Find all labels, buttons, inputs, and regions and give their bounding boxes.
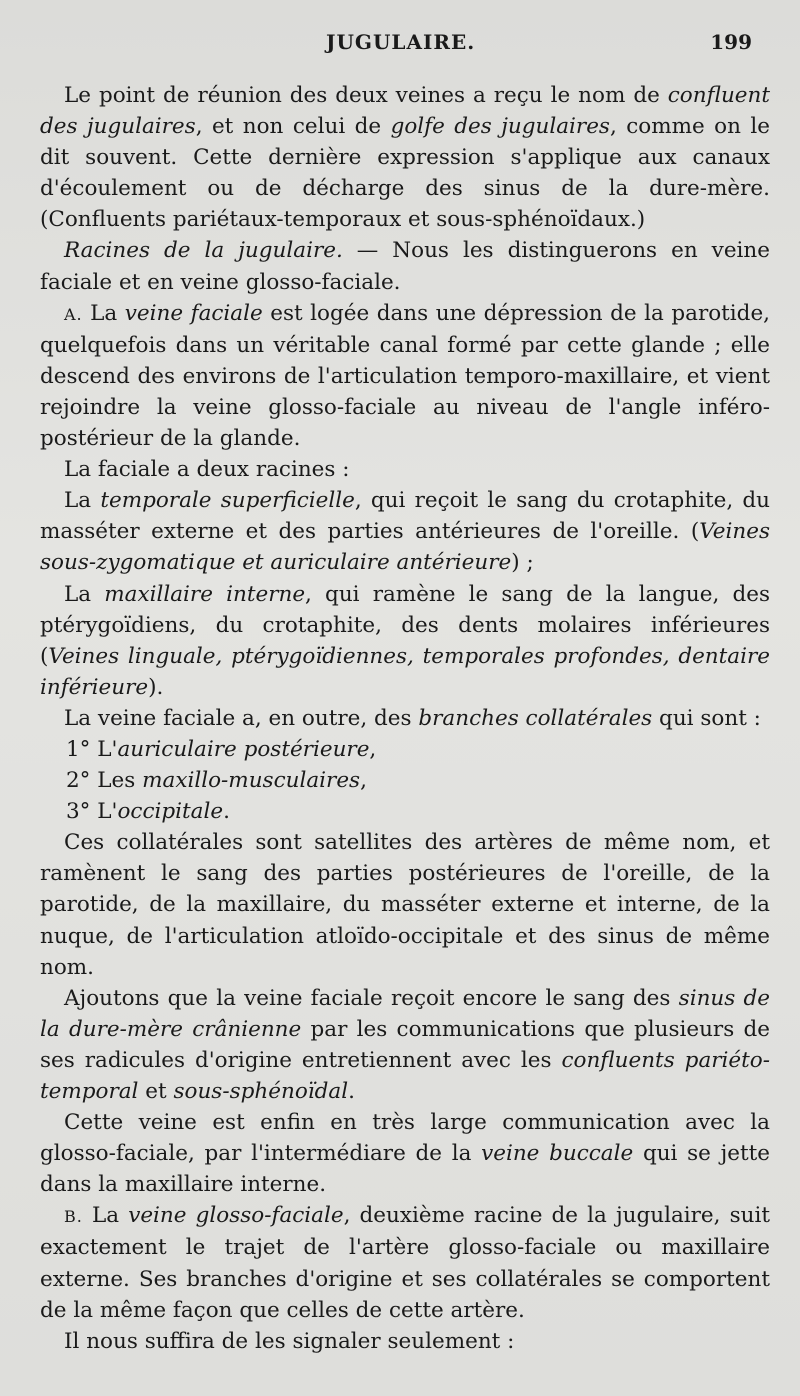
italic-term: confluent des jugulaires — [40, 83, 770, 140]
paragraph-veine-faciale — [40, 298, 770, 454]
text-run: , qui reçoit le sang du crotaphite, du masséter externe et des parties antérieures de l'oreille. ( — [40, 488, 770, 545]
text-run: , comme on le dit souvent. Cette dernière expression s'applique aux canaux d'écoulement ou de décharge des sinus de la dure-mère. (Confluents pariétaux-temporaux et sous-sphénoïdaux.) — [40, 114, 770, 233]
text-run: La — [82, 300, 125, 326]
text-run: L' — [97, 736, 118, 762]
section-heading: Racines de la jugulaire. — [64, 238, 343, 264]
list-number: 2° — [66, 768, 98, 794]
italic-term: golfe des jugulaires — [390, 114, 610, 140]
text-run: qui se jette dans la maxillaire interne. — [40, 1141, 770, 1198]
text-run: — Nous les distinguerons en veine faciale et en veine glosso-faciale. — [40, 238, 770, 295]
text-run: et — [138, 1079, 174, 1104]
text-run: par les communications que plusieurs de ses radicules d'origine entretiennent avec les — [40, 1016, 770, 1073]
text-run: ). — [148, 674, 164, 700]
italic-term: veine faciale — [124, 300, 263, 326]
italic-term: maxillaire interne — [104, 581, 306, 607]
italic-term: confluents pariéto-temporal — [40, 1047, 770, 1104]
text-run: La — [82, 1203, 129, 1229]
section-marker: A. — [64, 304, 83, 324]
text-run: est logée dans une dépression de la parotide, quelquefois dans un véritable canal formé par cette glande ; elle descend des environs de l'articulation temporo-maxillaire, et vient rejoindre la veine glosso-faciale au niveau de l'angle inféro-postérieur de la glande. — [40, 300, 770, 452]
paragraph-sinus — [40, 983, 770, 1107]
italic-term: maxillo-musculaires — [142, 768, 361, 794]
text-run: L' — [97, 799, 118, 825]
text-run: . — [223, 799, 230, 825]
text-run: . — [348, 1079, 355, 1104]
page-header — [0, 30, 800, 64]
list-number: 1° — [66, 736, 98, 762]
paragraph-confluent — [40, 80, 770, 235]
text-run: La — [64, 488, 101, 514]
paragraph-satellites: Ces collatérales sont satellites des artères de même nom, et ramènent le sang des parties postérieures de l'oreille, de la parotide, de la maxillaire, du masséter externe et interne, de la nuque, de l'articulation atloïdo-occipitale et des sinus de même nom. — [40, 830, 770, 980]
paragraph-deux-racines: La faciale a deux racines : — [64, 457, 350, 483]
italic-term: temporale superficielle — [100, 488, 355, 514]
paragraph-collaterales — [40, 703, 770, 734]
collateral-list — [40, 734, 770, 827]
text-run: , deuxième racine de la jugulaire, suit exactement le trajet de l'artère glosso-faciale ou maxillaire externe. Ses branches d'origine et ses collatérales se comportent de la même façon que celles de cette artère. — [40, 1203, 771, 1323]
text-run: La — [64, 581, 105, 607]
paragraph-buccale — [40, 1107, 770, 1200]
text-run: La veine faciale a, en outre, des — [64, 705, 419, 731]
text-run: Les — [97, 768, 143, 794]
text-run: Ajoutons que la veine faciale reçoit encore le sang des — [64, 985, 679, 1011]
paragraph-glosso-faciale — [40, 1200, 770, 1325]
italic-term: veine glosso-faciale — [128, 1203, 344, 1229]
text-run: qui sont : — [652, 705, 761, 731]
list-item — [40, 765, 770, 796]
paragraph-signaler: Il nous suffira de les signaler seulement : — [64, 1328, 515, 1354]
text-run: , — [369, 736, 377, 762]
italic-term: Veines sous-zygomatique et auriculaire antérieure — [40, 519, 770, 576]
running-title: JUGULAIRE. — [326, 30, 476, 54]
paragraph-maxillaire — [40, 579, 770, 703]
section-marker: B. — [64, 1207, 83, 1227]
paragraph-racines — [40, 235, 770, 297]
page-number: 199 — [710, 30, 752, 54]
italic-term: auriculaire postérieure — [117, 736, 370, 762]
list-item — [40, 734, 770, 765]
text-run: ) ; — [511, 550, 534, 576]
italic-term: sous-sphénoïdal — [173, 1079, 349, 1104]
body-text — [40, 80, 770, 1357]
text-run: , et non celui de — [195, 114, 391, 140]
italic-term: veine buccale — [481, 1141, 634, 1167]
text-run: , qui ramène le sang de la langue, des ptérygoïdiens, du crotaphite, des dents molaires inférieures ( — [40, 581, 770, 669]
italic-term: occipitale — [117, 799, 224, 825]
list-number: 3° — [66, 799, 98, 825]
list-item — [40, 796, 770, 827]
italic-term: Veines linguale, ptérygoïdiennes, temporales profondes, dentaire inférieure — [40, 643, 770, 700]
italic-term: branches collatérales — [418, 705, 653, 731]
text-run: , — [360, 768, 367, 794]
italic-term: sinus de la dure-mère crânienne — [40, 985, 770, 1042]
text-run: Le point de réunion des deux veines a reçu le nom de — [64, 83, 668, 108]
text-run: Cette veine est enfin en très large communication avec la glosso-faciale, par l'intermédiare de la — [40, 1110, 770, 1167]
paragraph-temporale — [40, 485, 770, 578]
